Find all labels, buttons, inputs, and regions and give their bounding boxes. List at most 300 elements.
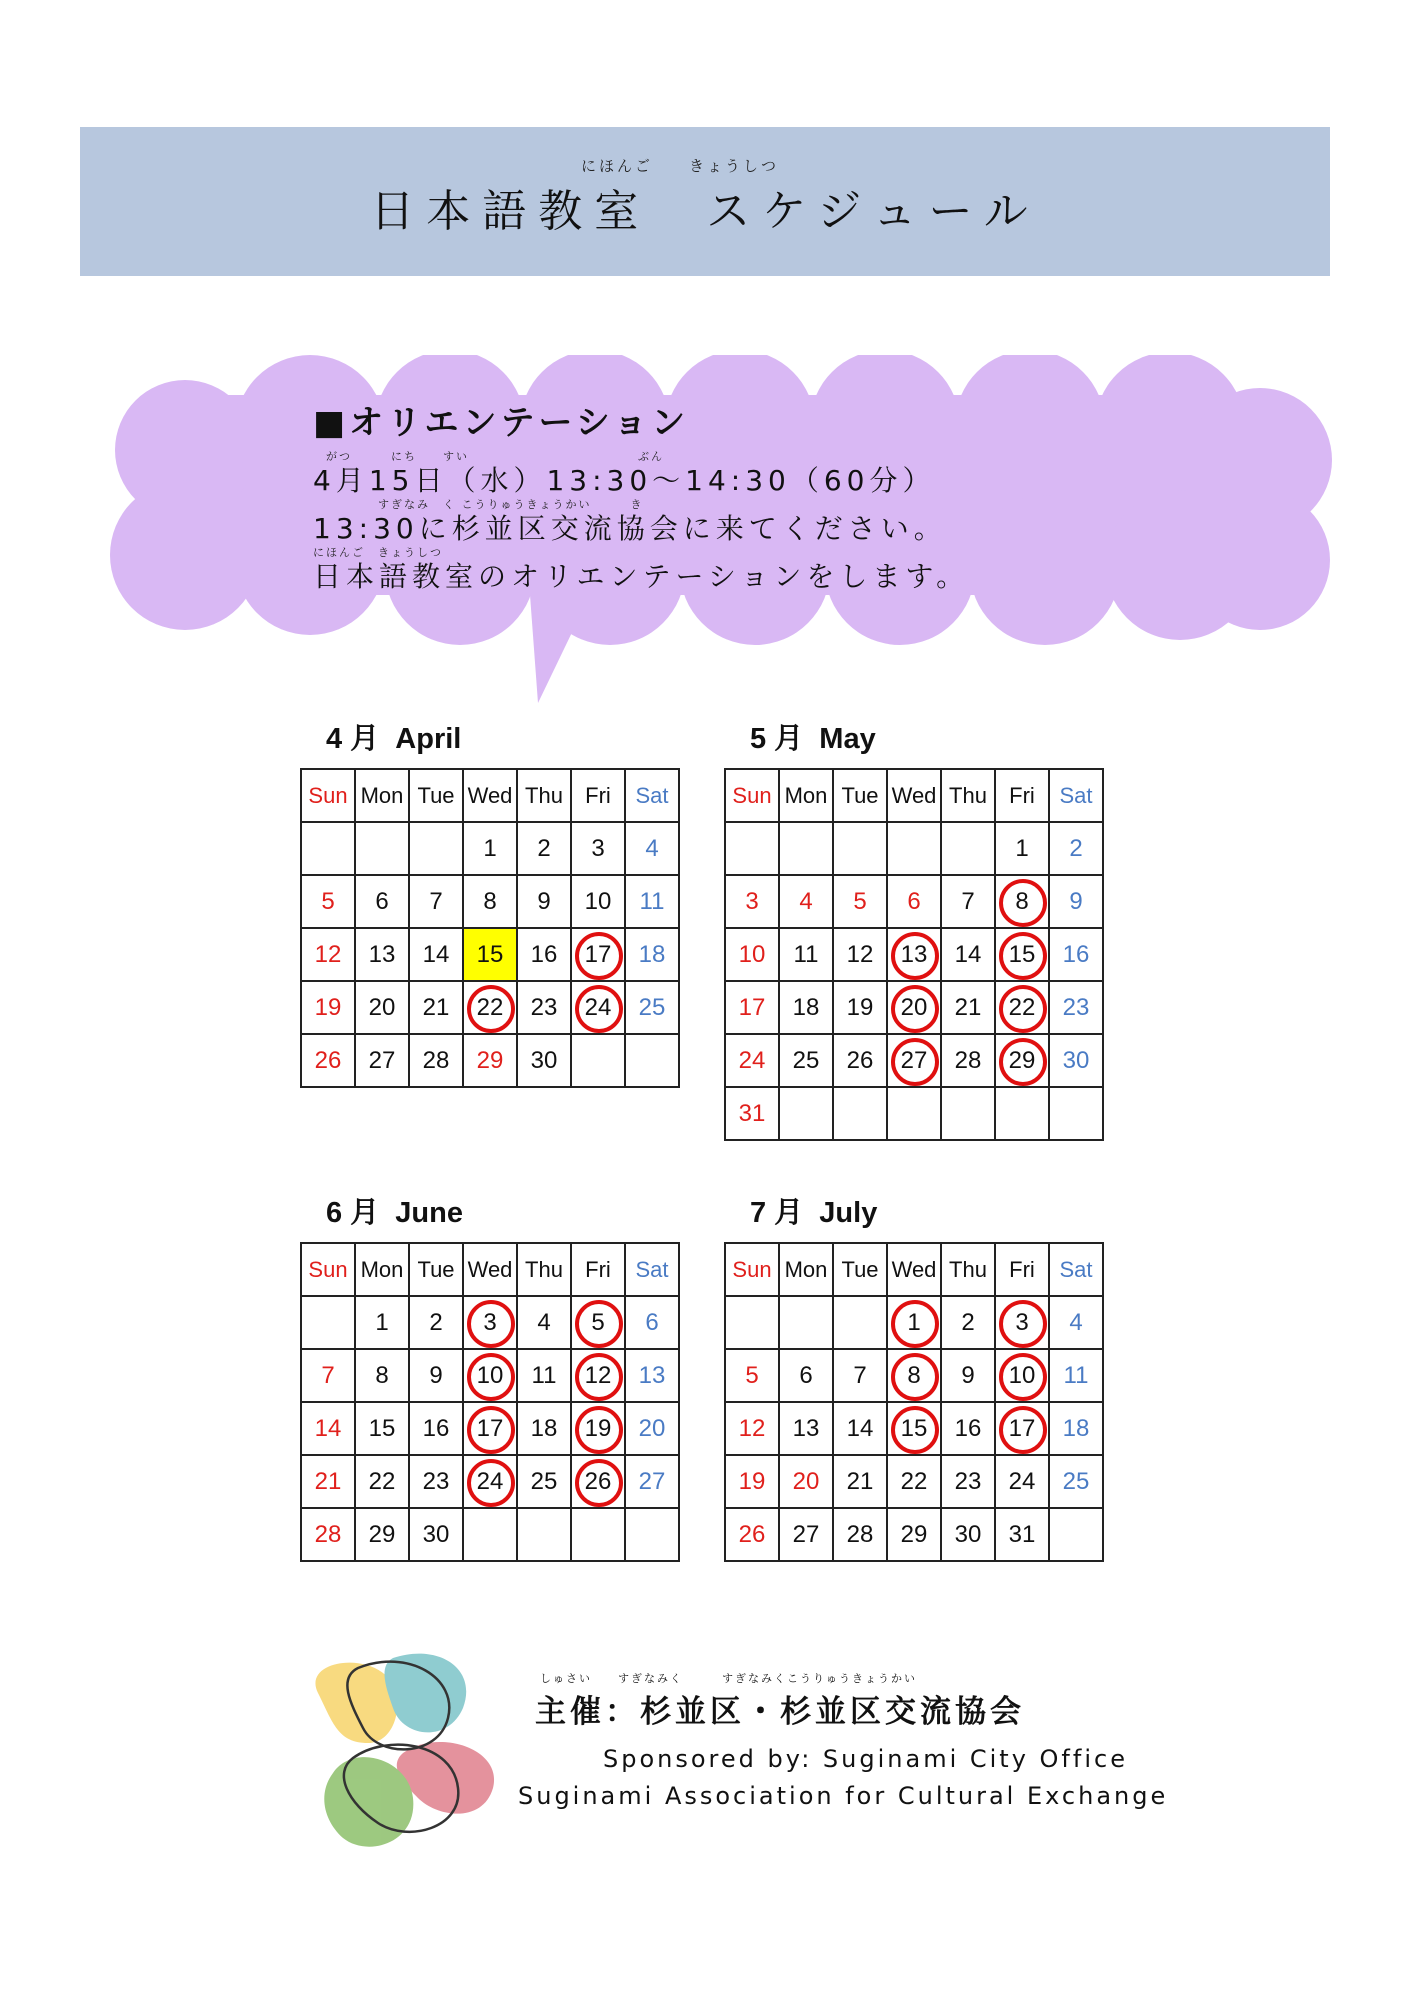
- calendar-day: [1049, 1034, 1103, 1087]
- calendar-title: 4 月 April: [326, 723, 462, 755]
- day-number: 18: [1062, 1414, 1090, 1442]
- calendar-day: [409, 1349, 463, 1402]
- day-number: 10: [738, 940, 766, 968]
- day-number: 18: [530, 1414, 558, 1442]
- calendar-day: [571, 1296, 625, 1349]
- calendar-day: [625, 1402, 679, 1455]
- day-number: 5: [321, 887, 335, 915]
- calendar-day: [1049, 981, 1103, 1034]
- orientation-datetime: 4月15日（水）13:30～14:30（60分）: [313, 464, 936, 497]
- orientation-heading: ■オリエンテーション: [313, 403, 690, 443]
- day-number: 3: [1015, 1308, 1029, 1336]
- day-number: 22: [1008, 993, 1036, 1021]
- day-number: 25: [530, 1467, 558, 1495]
- calendar-empty-cell: [355, 822, 409, 875]
- weekday-header: Mon: [355, 1243, 409, 1296]
- calendar-week-row: [725, 1296, 1103, 1349]
- day-number: 28: [954, 1046, 982, 1074]
- day-number: 7: [429, 887, 443, 915]
- calendar-day: [887, 1034, 941, 1087]
- weekday-header: Mon: [779, 1243, 833, 1296]
- day-number: 19: [314, 993, 342, 1021]
- day-number: 6: [907, 887, 921, 915]
- calendar-may: [724, 723, 1104, 1141]
- day-number: 2: [537, 834, 551, 862]
- day-number: 21: [954, 993, 982, 1021]
- day-number: 28: [314, 1520, 342, 1548]
- weekday-header: Thu: [941, 1243, 995, 1296]
- day-number: 22: [476, 993, 504, 1021]
- calendar-title: 7 月 July: [750, 1197, 878, 1229]
- day-number: 13: [638, 1361, 666, 1389]
- day-number: 30: [530, 1046, 558, 1074]
- day-number: 27: [638, 1467, 666, 1495]
- day-number: 17: [584, 940, 612, 968]
- day-number: 31: [1008, 1520, 1036, 1548]
- day-number: 10: [476, 1361, 504, 1389]
- day-number: 16: [530, 940, 558, 968]
- calendar-day: [941, 1296, 995, 1349]
- calendar-empty-cell: [833, 822, 887, 875]
- calendar-day: [301, 875, 355, 928]
- day-number: 27: [368, 1046, 396, 1074]
- calendar-day: [779, 1349, 833, 1402]
- calendar-day: [887, 1455, 941, 1508]
- calendar-day: [725, 1087, 779, 1140]
- calendar-day: [625, 981, 679, 1034]
- day-number: 15: [368, 1414, 396, 1442]
- association-logo: [298, 1648, 518, 1858]
- calendar-title: 6 月 June: [326, 1197, 463, 1229]
- day-number: 14: [314, 1414, 342, 1442]
- day-number: 26: [314, 1046, 342, 1074]
- calendar-day: [301, 1455, 355, 1508]
- day-number: 13: [368, 940, 396, 968]
- day-number: 11: [793, 940, 819, 968]
- day-number: 14: [954, 940, 982, 968]
- calendar-empty-cell: [725, 822, 779, 875]
- calendar-day: [463, 1402, 517, 1455]
- calendar-day: [833, 928, 887, 981]
- calendar-day: [995, 928, 1049, 981]
- calendar-day: [995, 1455, 1049, 1508]
- sponsor-japanese: 主催：杉並区・杉並区交流協会: [535, 1694, 1025, 1730]
- day-number: 1: [375, 1308, 389, 1336]
- calendar-week-row: [301, 1349, 679, 1402]
- calendar-day: [517, 822, 571, 875]
- weekday-header: Wed: [463, 1243, 517, 1296]
- weekday-header-row: [301, 769, 679, 822]
- calendar-day: [301, 1402, 355, 1455]
- calendar-week-row: [301, 1296, 679, 1349]
- calendar-week-row: [725, 822, 1103, 875]
- weekday-header: Sun: [725, 769, 779, 822]
- calendar-day: [571, 928, 625, 981]
- calendar-day: [941, 1508, 995, 1561]
- calendar-day: [941, 981, 995, 1034]
- calendar-grid: [724, 1242, 1104, 1562]
- line2-ruby: すぎなみ く こうりゅうきょうかい き: [313, 498, 644, 511]
- calendar-day: [995, 875, 1049, 928]
- calendar-day: [995, 1349, 1049, 1402]
- day-number: 12: [846, 940, 874, 968]
- calendar-day: [301, 1508, 355, 1561]
- day-number: 28: [422, 1046, 450, 1074]
- day-number: 7: [853, 1361, 867, 1389]
- calendar-day: [725, 981, 779, 1034]
- calendar-empty-cell: [779, 1087, 833, 1140]
- calendar-day: [625, 1349, 679, 1402]
- day-number: 20: [900, 993, 928, 1021]
- day-number: 10: [1008, 1361, 1036, 1389]
- calendar-day: [779, 1455, 833, 1508]
- calendar-grid: [300, 768, 680, 1088]
- calendar-day: [625, 928, 679, 981]
- day-number: 14: [846, 1414, 874, 1442]
- calendar-day: [833, 981, 887, 1034]
- day-number: 9: [537, 887, 551, 915]
- day-number: 10: [584, 887, 612, 915]
- orientation-info: [313, 395, 1213, 594]
- calendar-day: [725, 1402, 779, 1455]
- calendar-week-row: [301, 981, 679, 1034]
- calendar-day: [941, 1455, 995, 1508]
- day-number: 6: [645, 1308, 659, 1336]
- calendar-day: [463, 822, 517, 875]
- calendar-day: [571, 875, 625, 928]
- calendar-empty-cell: [625, 1508, 679, 1561]
- calendar-week-row: [725, 1402, 1103, 1455]
- calendar-day: [833, 1034, 887, 1087]
- day-number: 16: [1062, 940, 1090, 968]
- day-number: 8: [1015, 887, 1029, 915]
- calendar-day: [833, 1402, 887, 1455]
- day-number: 17: [476, 1414, 504, 1442]
- day-number: 22: [900, 1467, 928, 1495]
- calendar-day: [463, 928, 517, 981]
- calendar-empty-cell: [833, 1087, 887, 1140]
- calendar-day: [571, 1455, 625, 1508]
- weekday-header-row: [725, 769, 1103, 822]
- calendar-day: [887, 1296, 941, 1349]
- calendar-day: [725, 875, 779, 928]
- calendar-day: [833, 875, 887, 928]
- calendar-april: [300, 723, 680, 1088]
- calendar-day: [625, 822, 679, 875]
- day-number: 29: [1008, 1046, 1036, 1074]
- day-number: 12: [584, 1361, 612, 1389]
- day-number: 24: [584, 993, 612, 1021]
- day-number: 23: [530, 993, 558, 1021]
- calendar-empty-cell: [517, 1508, 571, 1561]
- calendar-empty-cell: [571, 1034, 625, 1087]
- day-number: 13: [792, 1414, 820, 1442]
- calendar-day: [1049, 1296, 1103, 1349]
- day-number: 29: [476, 1046, 504, 1074]
- calendar-day: [355, 1455, 409, 1508]
- calendar-week-row: [725, 928, 1103, 981]
- calendar-week-row: [725, 1087, 1103, 1140]
- day-number: 24: [1008, 1467, 1036, 1495]
- calendar-day: [779, 981, 833, 1034]
- calendar-empty-cell: [301, 1296, 355, 1349]
- calendar-day: [995, 1508, 1049, 1561]
- calendar-day: [779, 928, 833, 981]
- calendar-day: [409, 928, 463, 981]
- calendar-day: [887, 875, 941, 928]
- calendar-grid: [724, 768, 1104, 1141]
- day-number: 8: [375, 1361, 389, 1389]
- day-number: 3: [483, 1308, 497, 1336]
- day-number: 26: [846, 1046, 874, 1074]
- calendar-day: [409, 1402, 463, 1455]
- day-number: 18: [792, 993, 820, 1021]
- day-number: 5: [853, 887, 867, 915]
- day-number: 19: [584, 1414, 612, 1442]
- calendar-day: [355, 875, 409, 928]
- day-number: 22: [368, 1467, 396, 1495]
- weekday-header: Tue: [409, 769, 463, 822]
- weekday-header: Fri: [995, 1243, 1049, 1296]
- calendar-day: [941, 928, 995, 981]
- day-number: 18: [638, 940, 666, 968]
- weekday-header: Tue: [409, 1243, 463, 1296]
- weekday-header: Sun: [725, 1243, 779, 1296]
- day-number: 11: [1063, 1361, 1089, 1389]
- day-number: 8: [907, 1361, 921, 1389]
- calendar-week-row: [725, 1349, 1103, 1402]
- calendar-day: [625, 875, 679, 928]
- weekday-header: Mon: [779, 769, 833, 822]
- calendar-day: [779, 1034, 833, 1087]
- calendar-day: [995, 1402, 1049, 1455]
- calendar-day: [887, 1402, 941, 1455]
- day-number: 29: [368, 1520, 396, 1548]
- calendar-day: [725, 1508, 779, 1561]
- day-number: 21: [422, 993, 450, 1021]
- day-number: 2: [1069, 834, 1083, 862]
- weekday-header: Sun: [301, 769, 355, 822]
- calendar-day: [409, 981, 463, 1034]
- day-number: 23: [422, 1467, 450, 1495]
- day-number: 8: [483, 887, 497, 915]
- line3-ruby: にほんご きょうしつ: [313, 546, 443, 559]
- calendar-day: [463, 1296, 517, 1349]
- calendar-day: [463, 1034, 517, 1087]
- calendar-day: [625, 1296, 679, 1349]
- line1-ruby: がつ にち すい ぶん: [313, 450, 664, 463]
- day-number: 11: [531, 1361, 557, 1389]
- calendar-day: [517, 1402, 571, 1455]
- calendar-day: [409, 875, 463, 928]
- calendar-day: [625, 1455, 679, 1508]
- weekday-header: Sat: [625, 1243, 679, 1296]
- calendar-day: [355, 1034, 409, 1087]
- calendar-day: [1049, 875, 1103, 928]
- calendar-empty-cell: [887, 1087, 941, 1140]
- day-number: 4: [1069, 1308, 1083, 1336]
- calendar-empty-cell: [1049, 1087, 1103, 1140]
- calendar-day: [941, 875, 995, 928]
- calendar-day: [301, 1034, 355, 1087]
- calendar-day: [1049, 928, 1103, 981]
- calendar-day: [1049, 1402, 1103, 1455]
- day-number: 27: [900, 1046, 928, 1074]
- calendar-day: [833, 1455, 887, 1508]
- day-number: 4: [537, 1308, 551, 1336]
- calendar-day: [301, 981, 355, 1034]
- day-number: 13: [900, 940, 928, 968]
- day-number: 1: [1015, 834, 1029, 862]
- calendar-day: [355, 981, 409, 1034]
- day-number: 9: [1069, 887, 1083, 915]
- day-number: 1: [483, 834, 497, 862]
- calendar-empty-cell: [409, 822, 463, 875]
- calendar-week-row: [725, 1034, 1103, 1087]
- day-number: 30: [422, 1520, 450, 1548]
- calendar-day: [725, 928, 779, 981]
- calendar-empty-cell: [301, 822, 355, 875]
- calendar-week-row: [301, 1455, 679, 1508]
- calendar-empty-cell: [779, 822, 833, 875]
- calendar-day: [941, 1402, 995, 1455]
- calendar-title: 5 月 May: [750, 723, 876, 755]
- calendar-day: [571, 822, 625, 875]
- calendar-empty-cell: [833, 1296, 887, 1349]
- calendar-empty-cell: [571, 1508, 625, 1561]
- calendar-day: [941, 1349, 995, 1402]
- calendar-day: [779, 1508, 833, 1561]
- day-number: 28: [846, 1520, 874, 1548]
- day-number: 4: [799, 887, 813, 915]
- calendar-day: [571, 981, 625, 1034]
- day-number: 17: [738, 993, 766, 1021]
- calendar-day: [1049, 822, 1103, 875]
- calendar-day: [995, 822, 1049, 875]
- calendar-day: [409, 1034, 463, 1087]
- weekday-header: Tue: [833, 769, 887, 822]
- calendar-empty-cell: [995, 1087, 1049, 1140]
- calendar-week-row: [725, 1508, 1103, 1561]
- weekday-header: Thu: [941, 769, 995, 822]
- calendar-day: [463, 981, 517, 1034]
- calendar-day: [355, 1349, 409, 1402]
- weekday-header: Sat: [625, 769, 679, 822]
- calendar-day: [1049, 1455, 1103, 1508]
- calendar-day: [355, 1402, 409, 1455]
- day-number: 15: [900, 1414, 928, 1442]
- day-number: 31: [738, 1099, 766, 1127]
- sponsor-english-line2: Suginami Association for Cultural Exchange: [518, 1782, 1169, 1810]
- calendar-june: [300, 1197, 680, 1562]
- calendar-day: [355, 928, 409, 981]
- weekday-header: Sat: [1049, 1243, 1103, 1296]
- calendar-week-row: [725, 875, 1103, 928]
- calendar-day: [409, 1455, 463, 1508]
- calendar-week-row: [301, 875, 679, 928]
- day-number: 21: [846, 1467, 874, 1495]
- calendar-day: [355, 1508, 409, 1561]
- weekday-header: Mon: [355, 769, 409, 822]
- day-number: 23: [954, 1467, 982, 1495]
- calendar-week-row: [301, 1402, 679, 1455]
- weekday-header: Thu: [517, 769, 571, 822]
- weekday-header: Wed: [887, 769, 941, 822]
- orientation-description: 日本語教室のオリエンテーションをします。: [313, 560, 970, 593]
- day-number: 14: [422, 940, 450, 968]
- day-number: 15: [1008, 940, 1036, 968]
- calendar-day: [725, 1455, 779, 1508]
- day-number: 23: [1062, 993, 1090, 1021]
- day-number: 24: [738, 1046, 766, 1074]
- calendar-day: [725, 1349, 779, 1402]
- calendar-empty-cell: [625, 1034, 679, 1087]
- day-number: 3: [591, 834, 605, 862]
- calendar-day: [517, 875, 571, 928]
- day-number: 30: [1062, 1046, 1090, 1074]
- day-number: 12: [738, 1414, 766, 1442]
- day-number: 3: [745, 887, 759, 915]
- day-number: 20: [792, 1467, 820, 1495]
- calendar-day: [517, 1455, 571, 1508]
- weekday-header: Fri: [571, 769, 625, 822]
- title-banner: [80, 127, 1330, 276]
- weekday-header: Fri: [995, 769, 1049, 822]
- day-number: 7: [961, 887, 975, 915]
- calendar-day: [301, 1349, 355, 1402]
- calendar-day: [779, 1402, 833, 1455]
- day-number: 11: [639, 887, 665, 915]
- sponsor-ruby: しゅさい すぎなみく すぎなみくこうりゅうきょうかい: [540, 1672, 917, 1685]
- calendar-day: [887, 1508, 941, 1561]
- day-number: 7: [321, 1361, 335, 1389]
- weekday-header-row: [301, 1243, 679, 1296]
- day-number: 25: [638, 993, 666, 1021]
- day-number: 25: [1062, 1467, 1090, 1495]
- calendar-day: [463, 1455, 517, 1508]
- calendar-day: [887, 981, 941, 1034]
- day-number: 5: [745, 1361, 759, 1389]
- calendar-day: [887, 1349, 941, 1402]
- calendar-day: [995, 981, 1049, 1034]
- calendar-week-row: [725, 1455, 1103, 1508]
- day-number: 24: [476, 1467, 504, 1495]
- title-ruby: にほんご きょうしつ: [580, 157, 779, 175]
- calendar-day: [941, 1034, 995, 1087]
- calendar-day: [517, 1349, 571, 1402]
- weekday-header: Wed: [887, 1243, 941, 1296]
- calendar-day: [995, 1034, 1049, 1087]
- day-number: 6: [375, 887, 389, 915]
- calendar-empty-cell: [725, 1296, 779, 1349]
- weekday-header-row: [725, 1243, 1103, 1296]
- calendar-day: [463, 875, 517, 928]
- calendar-day: [833, 1349, 887, 1402]
- day-number: 29: [900, 1520, 928, 1548]
- day-number: 12: [314, 940, 342, 968]
- calendar-day: [517, 981, 571, 1034]
- weekday-header: Tue: [833, 1243, 887, 1296]
- calendar-day: [1049, 1349, 1103, 1402]
- calendar-empty-cell: [463, 1508, 517, 1561]
- day-number: 16: [422, 1414, 450, 1442]
- day-number: 27: [792, 1520, 820, 1548]
- calendar-day: [725, 1034, 779, 1087]
- calendar-empty-cell: [1049, 1508, 1103, 1561]
- weekday-header: Sat: [1049, 769, 1103, 822]
- day-number: 4: [645, 834, 659, 862]
- weekday-header: Sun: [301, 1243, 355, 1296]
